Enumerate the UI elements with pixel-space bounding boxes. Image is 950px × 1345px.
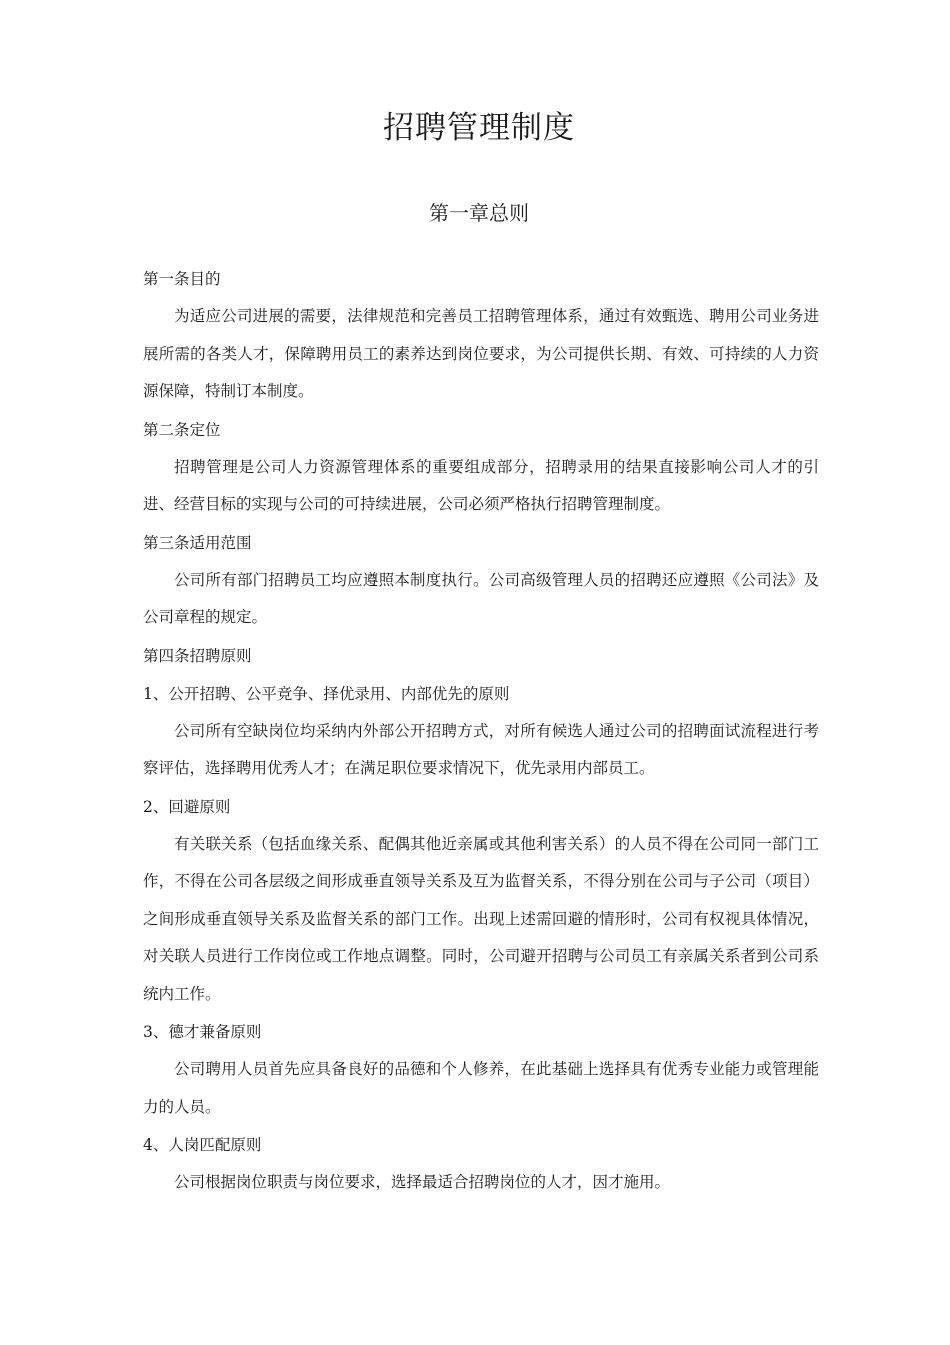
article-heading: 第四条招聘原则 [143, 646, 252, 665]
document-title: 招聘管理制度 [383, 110, 575, 146]
principle-heading: 3、德才兼备原则 [143, 1023, 262, 1041]
paragraph: 公司聘用人员首先应具备良好的品德和个人修养，在此基础上选择具有优秀专业能力或管理能力的人员。 [143, 1060, 819, 1116]
paragraph: 有关联关系（包括血缘关系、配偶其他近亲属或其他利害关系）的人员不得在公司同一部门工作，不得在公司各层级之间形成垂直领导关系及互为监督关系，不得分别在公司与子公司（项目）之间形成垂直领导关系及监督关系的部门工作。出现上述需回避的情形时，公司有权视具体情况，对关联人员进行工作岗位或工作地点调整。同时，公司避开招聘与公司员工有亲属关系者到公司系统内工作。 [143, 834, 819, 1003]
principle-heading: 2、回避原则 [143, 797, 231, 816]
article-heading: 第一条目的 [143, 270, 221, 288]
article-heading: 第二条定位 [143, 420, 221, 439]
paragraph: 公司所有空缺岗位均采纳内外部公开招聘方式，对所有候选人通过公司的招聘面试流程进行考察评估，选择聘用优秀人才；在满足职位要求情况下，优先录用内部员工。 [143, 721, 819, 777]
paragraph: 公司根据岗位职责与岗位要求，选择最适合招聘岗位的人才，因才施用。 [174, 1173, 671, 1191]
chapter-title: 第一章总则 [429, 201, 529, 225]
paragraph: 公司所有部门招聘员工均应遵照本制度执行。公司高级管理人员的招聘还应遵照《公司法》及公司章程的规定。 [143, 570, 819, 626]
document-body [143, 260, 819, 1202]
paragraph: 招聘管理是公司人力资源管理体系的重要组成部分，招聘录用的结果直接影响公司人才的引进、经营目标的实现与公司的可持续进展，公司必须严格执行招聘管理制度。 [143, 457, 819, 513]
principle-heading: 1、公开招聘、公平竞争、择优录用、内部优先的原则 [143, 684, 510, 703]
principle-heading: 4、人岗匹配原则 [143, 1136, 262, 1154]
paragraph: 为适应公司进展的需要，法律规范和完善员工招聘管理体系，通过有效甄选、聘用公司业务进展所需的各类人才，保障聘用员工的素养达到岗位要求，为公司提供长期、有效、可持续的人力资源保障，特制订本制度。 [143, 307, 819, 400]
article-heading: 第三条适用范围 [143, 533, 252, 552]
